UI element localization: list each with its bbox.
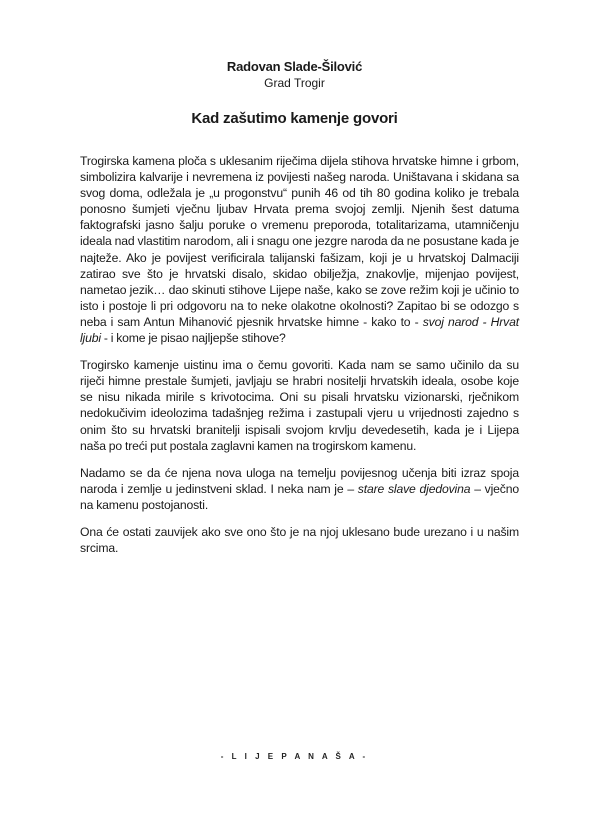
running-footer: - L I J E P A N A Š A -: [220, 752, 369, 761]
article-title: Kad zašutimo kamenje govori: [191, 110, 398, 127]
article-body: [80, 153, 519, 567]
text-run: Trogirsko kamenje uistinu ima o čemu govoriti. Kada nam se samo učinilo da su riječi himne prestale šumjeti, javljaju se hrabri nositelji hrvatskih ideala, osobe koje se nisu nikada mirile s krivotocima. Oni su pisali hrvatsku vizionarski, rječnikom nedokučivim ideolozima tadašnjeg režima i zastupali vjeru u vrijednosti zajedno s onim što su hrvatski branitelji ispisali svojom krvlju devedesetih, kada je i Lijepa naša po treći put postala zaglavni kamen na trogirskom kamenu.: [80, 358, 519, 453]
author-name: Radovan Slade-Šilović: [226, 59, 363, 74]
author-affiliation: Grad Trogir: [264, 76, 325, 90]
author-block: [0, 59, 589, 91]
italic-quote: svoj narod - Hrvat ljubi: [80, 314, 519, 346]
text-run: – vječno na kamenu postojanosti.: [80, 481, 519, 512]
article-paragraph: [80, 465, 519, 513]
article-paragraph: [80, 524, 519, 556]
article-paragraph: [80, 153, 519, 346]
article-paragraph: [80, 357, 519, 454]
italic-quote: stare slave djedovina: [357, 481, 471, 496]
text-run: - i kome je pisao najljepše stihove?: [100, 331, 286, 346]
text-run: Ona će ostati zauvijek ako sve ono što je na njoj uklesano bude urezano i u našim srcima.: [80, 524, 519, 556]
text-run: Trogirska kamena ploča s uklesanim riječima dijela stihova hrvatske himne i grbom, simbolizira kalvarije i nevremena iz povijesti našeg naroda. Uništavana i skidana sa svog doma, odležala je „u progonstvu“ punih 46 od tih 80 godina koliko je trebala ponosno šumjeti vječnu ljubav Hrvata prema svojoj zemlji. Njenih šest datuma faktografski jasno šalju poruke o vremenu preporoda, totalitarizama, utamničenju ideala nad vlastitim narodom, ali i snagu one jezgre naroda da ne posustane kada je najteže. Ako je povijest verificirala talijanski fašizam, koji je u hrvatskoj Dalmaciji zatirao sve što je hrvatski disalo, skidao obilježja, znakovlje, mijenjao povijest, nametao jezik… dao skinuti stihove Lijepe naše, kako se zove režim koji je učinio to isto i postoje li pri odgovoru na to neke olakotne okolnosti? Zapitao bi se odozgo s neba i sam Antun Mihanović pjesnik hrvatske himne - kako to -: [80, 154, 519, 329]
text-run: Nadamo se da će njena nova uloga na temelju povijesnog učenja biti izraz spoja naroda i zemlje u jedinstveni sklad. I neka nam je –: [80, 465, 519, 496]
